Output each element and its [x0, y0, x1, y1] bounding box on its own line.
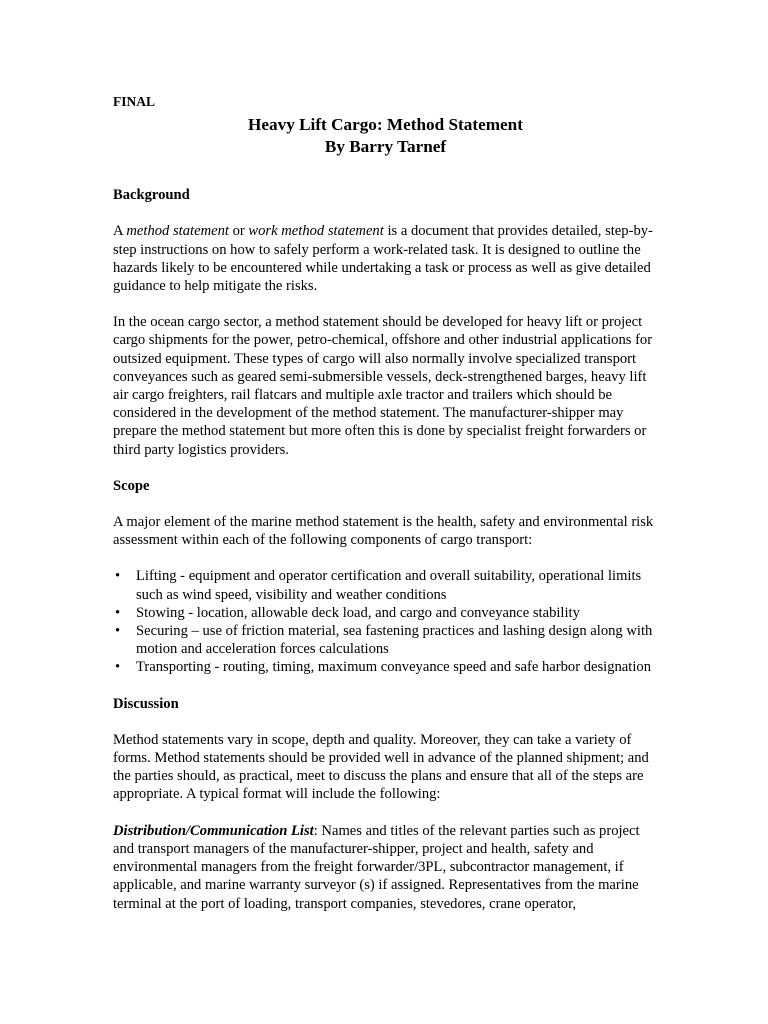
list-item — [113, 567, 658, 603]
author-line: By Barry Tarnef — [324, 137, 447, 157]
bullet-icon: • — [115, 604, 121, 621]
distribution-list-text: : Names and titles of the relevant parties such as project and transport managers of the manufacturer-shipper, project and health, safety and environmental managers from the freight forwarder/3PL, subcontractor management, if applicable, and marine warranty surveyor (s) if assigned. Representatives from the marine terminal at the port of loading, transport companies, stevedores, crane operator, — [113, 822, 640, 912]
text-run: is a document that provides detailed, step-by-step instructions on how to safely perform a work-related task. It is designed to outline the hazards likely to be encountered while undertaking a task or process as well as give detailed guidance to help mitigate the risks. — [113, 223, 653, 295]
bullet-icon: • — [115, 623, 121, 640]
list-item-text: Lifting - equipment and operator certification and overall suitability, operational limits such as wind speed, visibility and weather conditions — [136, 568, 642, 603]
list-item-text: Securing – use of friction material, sea fastening practices and lashing design along with motion and acceleration forces calculations — [136, 623, 653, 658]
document-status: FINAL — [113, 94, 156, 109]
section-heading-discussion: Discussion — [113, 695, 179, 712]
text-run: A — [113, 223, 127, 240]
list-item — [113, 604, 658, 622]
section-heading-background: Background — [113, 187, 190, 204]
distribution-list-paragraph — [113, 822, 658, 913]
distribution-list-label: Distribution/Communication List — [113, 822, 314, 839]
term-work-method-statement: work method statement — [248, 223, 384, 240]
document-title — [113, 114, 658, 158]
bullet-icon: • — [115, 659, 121, 676]
document-body — [113, 93, 658, 913]
list-item-text: Transporting - routing, timing, maximum conveyance speed and safe harbor designation — [136, 659, 651, 676]
list-item — [113, 622, 658, 658]
term-method-statement: method statement — [126, 223, 229, 240]
bullet-icon: • — [115, 568, 121, 585]
scope-bullet-list — [113, 567, 658, 676]
list-item-text: Stowing - location, allowable deck load, and cargo and conveyance stability — [136, 604, 580, 621]
background-paragraph-1 — [113, 222, 658, 295]
background-paragraph-2: In the ocean cargo sector, a method statement should be developed for heavy lift or project cargo shipments for the power, petro-chemical, offshore and other industrial applications for outsized equipment. These types of cargo will also normally involve specialized transport conveyances such as geared semi-submersible vessels, deck-strengthened barges, heavy lift air cargo freighters, rail flatcars and multiple axle tractor and trailers which should be considered in the development of the method statement. The manufacturer-shipper may prepare the method statement but more often this is done by specialist freight forwarders or third party logistics providers. — [113, 314, 653, 458]
discussion-paragraph-1: Method statements vary in scope, depth and quality. Moreover, they can take a variety of forms. Method statements should be provided well in advance of the planned shipment; and the parties should, as practical, meet to discuss the plans and ensure that all of the steps are appropriate. A typical format will include the following: — [113, 731, 649, 803]
scope-intro: A major element of the marine method statement is the health, safety and environmental risk assessment within each of the following components of cargo transport: — [113, 514, 654, 549]
list-item — [113, 658, 658, 676]
section-heading-scope: Scope — [113, 477, 150, 494]
title-line: Heavy Lift Cargo: Method Statement — [248, 115, 523, 135]
text-run: or — [228, 223, 249, 240]
